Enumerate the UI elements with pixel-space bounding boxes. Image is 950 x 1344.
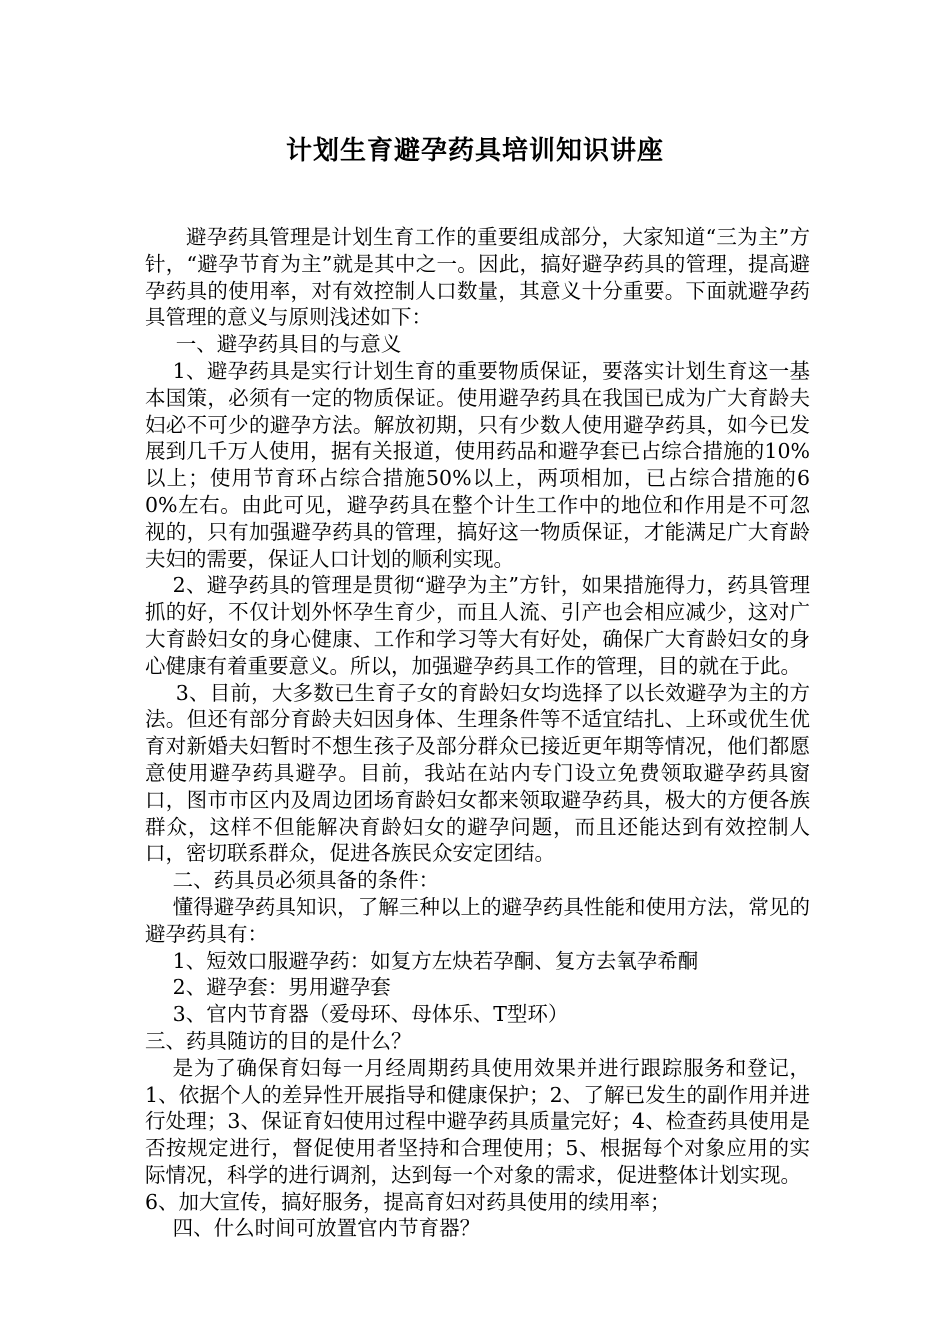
paragraph-2-intro: 懂得避孕药具知识，了解三种以上的避孕药具性能和使用方法，常见的避孕药具有： bbox=[145, 894, 810, 946]
list-item-3: 3、官内节育器（爱母环、母体乐、T型环） bbox=[172, 1002, 569, 1027]
paragraph-1-1: 1、避孕药具是实行计划生育的重要物质保证，要落实计划生育这一基本国策，必须有一定的物质保证。使用避孕药具在我国已成为广大育龄夫妇必不可少的避孕方法。解放初期，只有少数人使用避孕药具，如今已发展到几千万人使用，据有关报道，使用药品和避孕套已占综合措施的10%以上；使用节育环占综合措施50%以上，两项相加，已占综合措施的60%左右。由此可见，避孕药具在整个计生工作中的地位和作用是不可忽视的，只有加强避孕药具的管理，搞好这一物质保证，才能满足广大育龄夫妇的需要，保证人口计划的顺利实现。 bbox=[145, 358, 810, 571]
paragraph-1-2: 2、避孕药具的管理是贯彻“避孕为主”方针，如果措施得力，药具管理抓的好，不仅计划外怀孕生育少，而且人流、引产也会相应减少，这对广大育龄妇女的身心健康、工作和学习等大有好处，确保广大育龄妇女的身心健康有着重要意义。所以，加强避孕药具工作的管理，目的就在于此。 bbox=[145, 573, 810, 678]
paragraph-1-3: 3、目前，大多数已生育子女的育龄妇女均选择了以长效避孕为主的方法。但还有部分育龄夫妇因身体、生理条件等不适宜结扎、上环或优生优育对新婚夫妇暂时不想生孩子及部分群众已接近更年期等情况，他们都愿意使用避孕药具避孕。目前，我站在站内专门设立免费领取避孕药具窗口，图市市区内及周边团场育龄妇女都来领取避孕药具，极大的方便各族群众，这样不但能解决育龄妇女的避孕问题，而且还能达到有效控制人口，密切联系群众，促进各族民众安定团结。 bbox=[145, 680, 810, 866]
paragraph-3-1: 是为了确保育妇每一月经周期药具使用效果并进行跟踪服务和登记，1、依据个人的差异性开展指导和健康保护；2、了解已发生的副作用并进行处理；3、保证育妇使用过程中避孕药具质量完好；4、检查药具使用是否按规定进行，督促使用者坚持和合理使用；5、根据每个对象应用的实际情况，科学的进行调剂，达到每一个对象的需求，促进整体计划实现。 bbox=[145, 1055, 810, 1187]
section-heading-4: 四、什么时间可放置官内节育器？ bbox=[172, 1216, 481, 1241]
document-title: 计划生育避孕药具培训知识讲座 bbox=[285, 136, 664, 166]
document-body bbox=[145, 224, 810, 1242]
section-heading-3: 三、药具随访的目的是什么？ bbox=[145, 1028, 412, 1053]
intro-paragraph: 避孕药具管理是计划生育工作的重要组成部分，大家知道“三为主”方针，“避孕节育为主”就是其中之一。因此，搞好避孕药具的管理，提高避孕药具的使用率，对有效控制人口数量，其意义十分重要。下面就避孕药具管理的意义与原则浅述如下： bbox=[145, 225, 810, 330]
section-heading-2: 二、药具员必须具备的条件： bbox=[172, 868, 440, 893]
section-heading-1: 一、避孕药具目的与意义 bbox=[175, 332, 402, 357]
list-item-2: 2、避孕套：男用避孕套 bbox=[172, 975, 391, 1000]
paragraph-3-2: 6、加大宣传，搞好服务，提高育妇对药具使用的续用率； bbox=[145, 1189, 671, 1214]
list-item-1: 1、短效口服避孕药：如复方左炔若孕酮、复方去氧孕希酮 bbox=[172, 948, 699, 973]
